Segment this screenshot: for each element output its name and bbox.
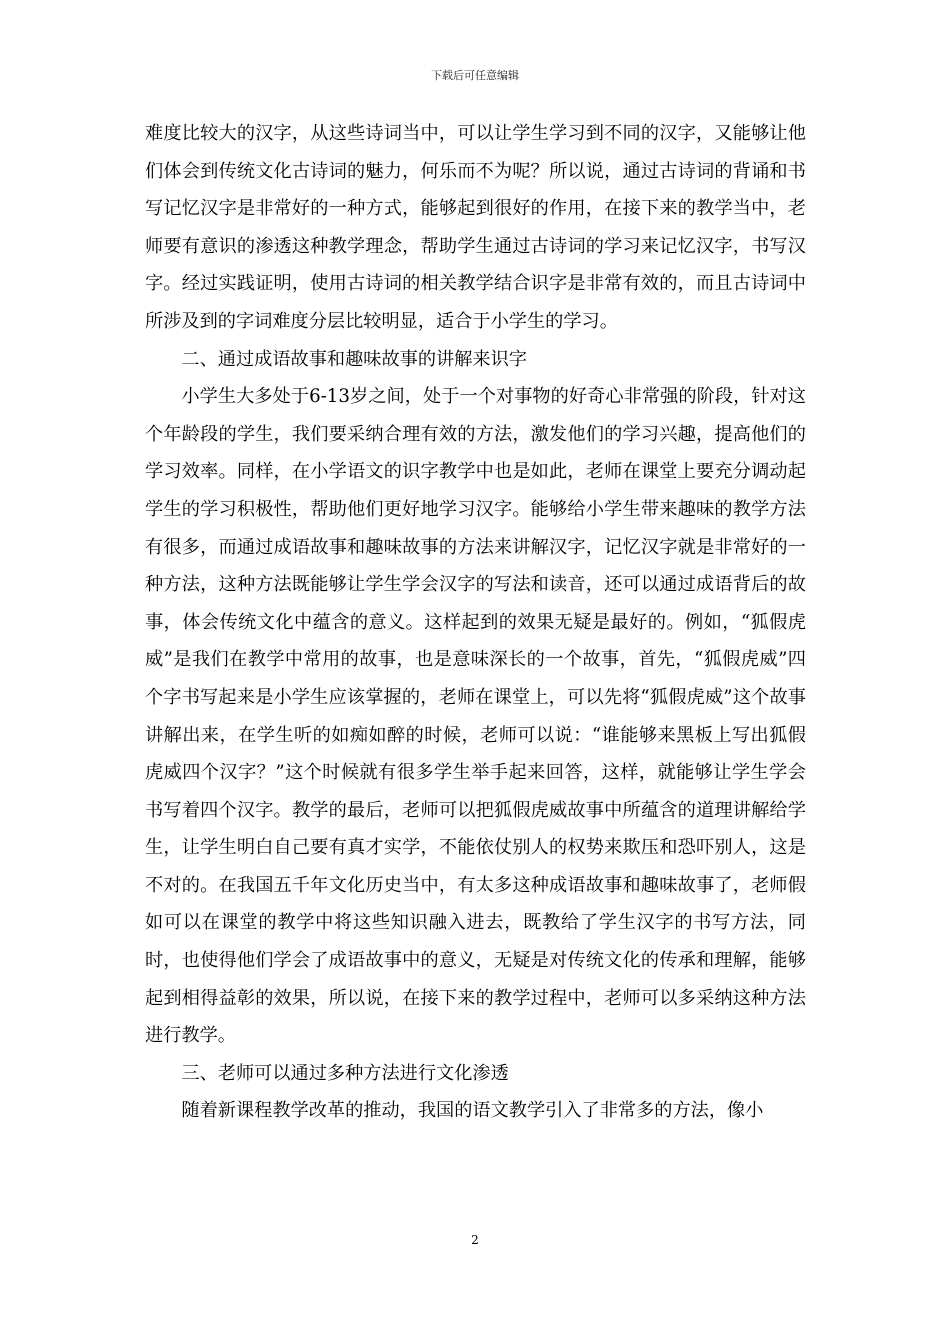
paragraph-section-3: 随着新课程教学改革的推动，我国的语文教学引入了非常多的方法，像小 <box>181 1100 764 1122</box>
section-heading-2: 二、通过成语故事和趣味故事的讲解来识字 <box>181 348 527 370</box>
paragraph-continued: 难度比较大的汉字，从这些诗词当中，可以让学生学习到不同的汉字，又能够让他们体会到传统文化古诗词的魅力，何乐而不为呢？所以说，通过古诗词的背诵和书写记忆汉字是非常好的一种方式，能够起到很好的作用，在接下来的教学当中，老师要有意识的渗透这种教学理念，帮助学生通过古诗词的学习来记忆汉字，书写汉字。经过实践证明，使用古诗词的相关教学结合识字是非常有效的，而且古诗词中所涉及到的字词难度分层比较明显，适合于小学生的学习。 <box>145 123 806 332</box>
document-body <box>145 115 806 1130</box>
page-header: 下载后可任意编辑 <box>431 69 519 82</box>
paragraph-section-2: 小学生大多处于6-13岁之间，处于一个对事物的好奇心非常强的阶段，针对这个年龄段的学生，我们要采纳合理有效的方法，激发他们的学习兴趣，提高他们的学习效率。同样，在小学语文的识字教学中也是如此，老师在课堂上要充分调动起学生的学习积极性，帮助他们更好地学习汉字。能够给小学生带来趣味的教学方法有很多，而通过成语故事和趣味故事的方法来讲解汉字，记忆汉字就是非常好的一种方法，这种方法既能够让学生学会汉字的写法和读音，还可以通过成语背后的故事，体会传统文化中蕴含的意义。这样起到的效果无疑是最好的。例如，“狐假虎威”是我们在教学中常用的故事，也是意味深长的一个故事，首先，“狐假虎威”四个字书写起来是小学生应该掌握的，老师在课堂上，可以先将“狐假虎威”这个故事讲解出来，在学生听的如痴如醉的时候，老师可以说：“谁能够来黑板上写出狐假虎威四个汉字？”这个时候就有很多学生举手起来回答，这样，就能够让学生学会书写着四个汉字。教学的最后，老师可以把狐假虎威故事中所蕴含的道理讲解给学生，让学生明白自己要有真才实学，不能依仗别人的权势来欺压和恐吓别人，这是不对的。在我国五千年文化历史当中，有太多这种成语故事和趣味故事了，老师假如可以在课堂的教学中将这些知识融入进去，既教给了学生汉字的书写方法，同时，也使得他们学会了成语故事中的意义，无疑是对传统文化的传承和理解，能够起到相得益彰的效果，所以说，在接下来的教学过程中，老师可以多采纳这种方法进行教学。 <box>145 386 806 1047</box>
page-number: 2 <box>471 1233 479 1247</box>
section-heading-3: 三、老师可以通过多种方法进行文化渗透 <box>181 1062 509 1084</box>
